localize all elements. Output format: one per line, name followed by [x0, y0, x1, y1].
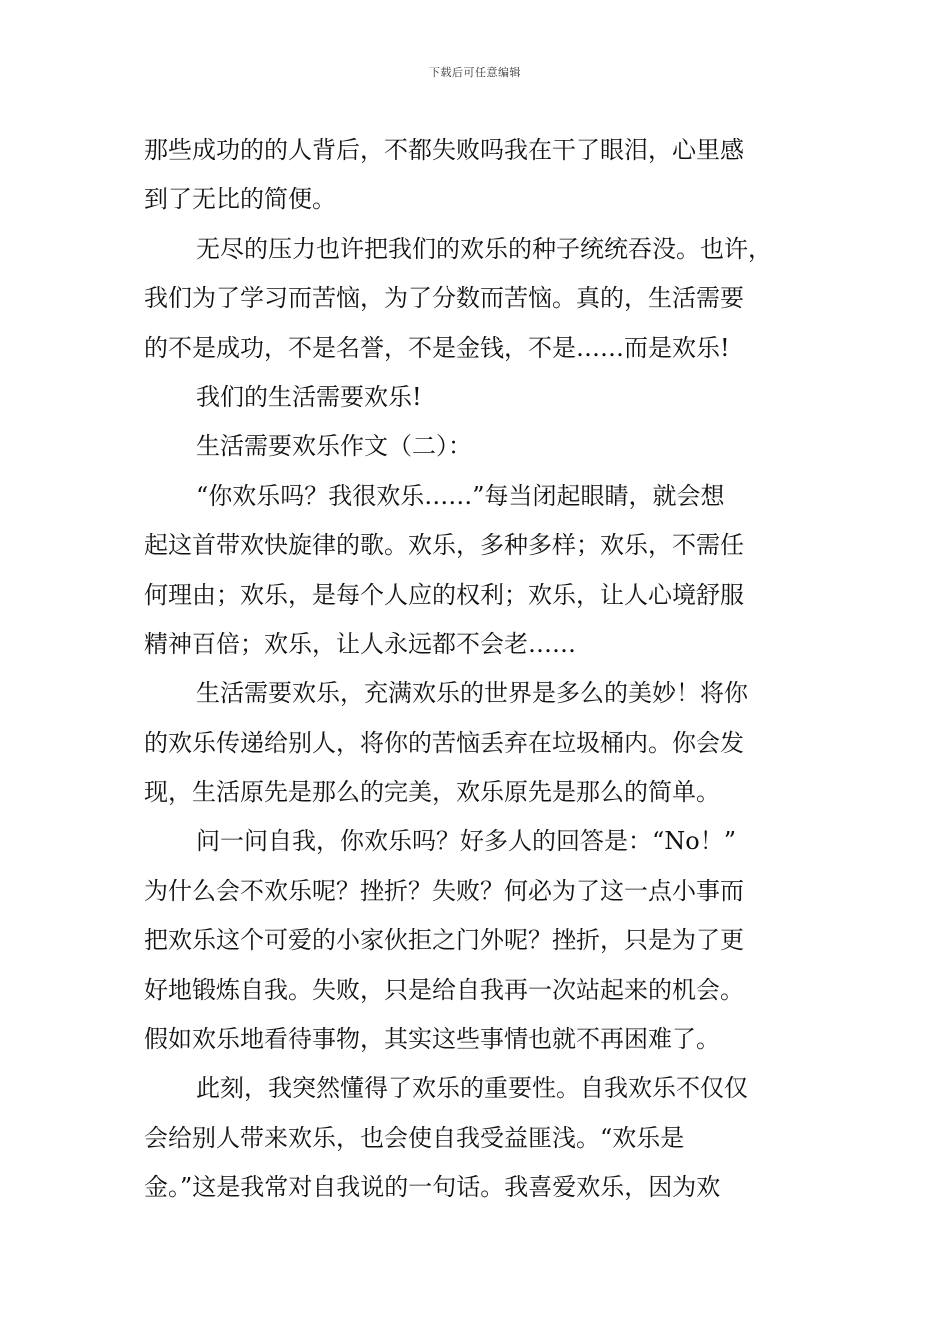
text-line: 无尽的压力也许把我们的欢乐的种子统统吞没。也许， — [196, 234, 772, 263]
text-line: 假如欢乐地看待事物，其实这些事情也就不再困难了。 — [144, 1025, 720, 1054]
text-line: 现，生活原先是那么的完美，欢乐原先是那么的简单。 — [144, 778, 720, 807]
text-line: 我们的生活需要欢乐! — [196, 382, 422, 411]
page-header: 下载后可任意编辑 — [429, 66, 521, 79]
text-line: 的不是成功，不是名誉，不是金钱，不是……而是欢乐! — [144, 333, 730, 362]
text-line: 精神百倍；欢乐，让人永远都不会老…… — [144, 629, 576, 658]
section-heading — [144, 422, 809, 471]
paragraph-3 — [144, 373, 809, 422]
text-line: 生活需要欢乐，充满欢乐的世界是多么的美妙！将你 — [196, 679, 748, 708]
text-line: 问一问自我，你欢乐吗？好多人的回答是：“No！” — [196, 827, 736, 856]
text-line: 那些成功的的人背后，不都失败吗我在干了眼泪，心里感 — [144, 136, 744, 164]
text-line: 起这首带欢快旋律的歌。欢乐，多种多样；欢乐，不需任 — [144, 531, 744, 560]
text-line: 我们为了学习而苦恼，为了分数而苦恼。真的，生活需要 — [144, 284, 744, 313]
text-line: 此刻，我突然懂得了欢乐的重要性。自我欢乐不仅仅 — [196, 1074, 748, 1103]
text-line: 为什么会不欢乐呢？挫折？失败？何必为了这一点小事而 — [144, 876, 744, 905]
text-line: “你欢乐吗？我很欢乐……”每当闭起眼睛，就会想 — [196, 481, 725, 510]
text-line: 到了无比的简便。 — [144, 185, 336, 214]
paragraph-6 — [144, 669, 809, 817]
text-line: 好地锻炼自我。失败，只是给自我再一次站起来的机会。 — [144, 975, 744, 1004]
text-line: 何理由；欢乐，是每个人应的权利；欢乐，让人心境舒服 — [144, 580, 744, 609]
paragraph-1 — [144, 126, 809, 225]
paragraph-7 — [144, 817, 809, 1064]
paragraph-2 — [144, 225, 809, 373]
text-line: 把欢乐这个可爱的小家伙拒之门外呢？挫折，只是为了更 — [144, 926, 744, 955]
document-body — [144, 126, 809, 1213]
paragraph-5 — [144, 472, 809, 670]
text-line: 会给别人带来欢乐，也会使自我受益匪浅。“欢乐是 — [144, 1123, 685, 1152]
paragraph-8 — [144, 1064, 809, 1212]
text-line: 生活需要欢乐作文（二）： — [196, 432, 472, 461]
text-line: 金。”这是我常对自我说的一句话。我喜爱欢乐，因为欢 — [144, 1173, 721, 1202]
text-line: 的欢乐传递给别人，将你的苦恼丢弃在垃圾桶内。你会发 — [144, 728, 744, 757]
